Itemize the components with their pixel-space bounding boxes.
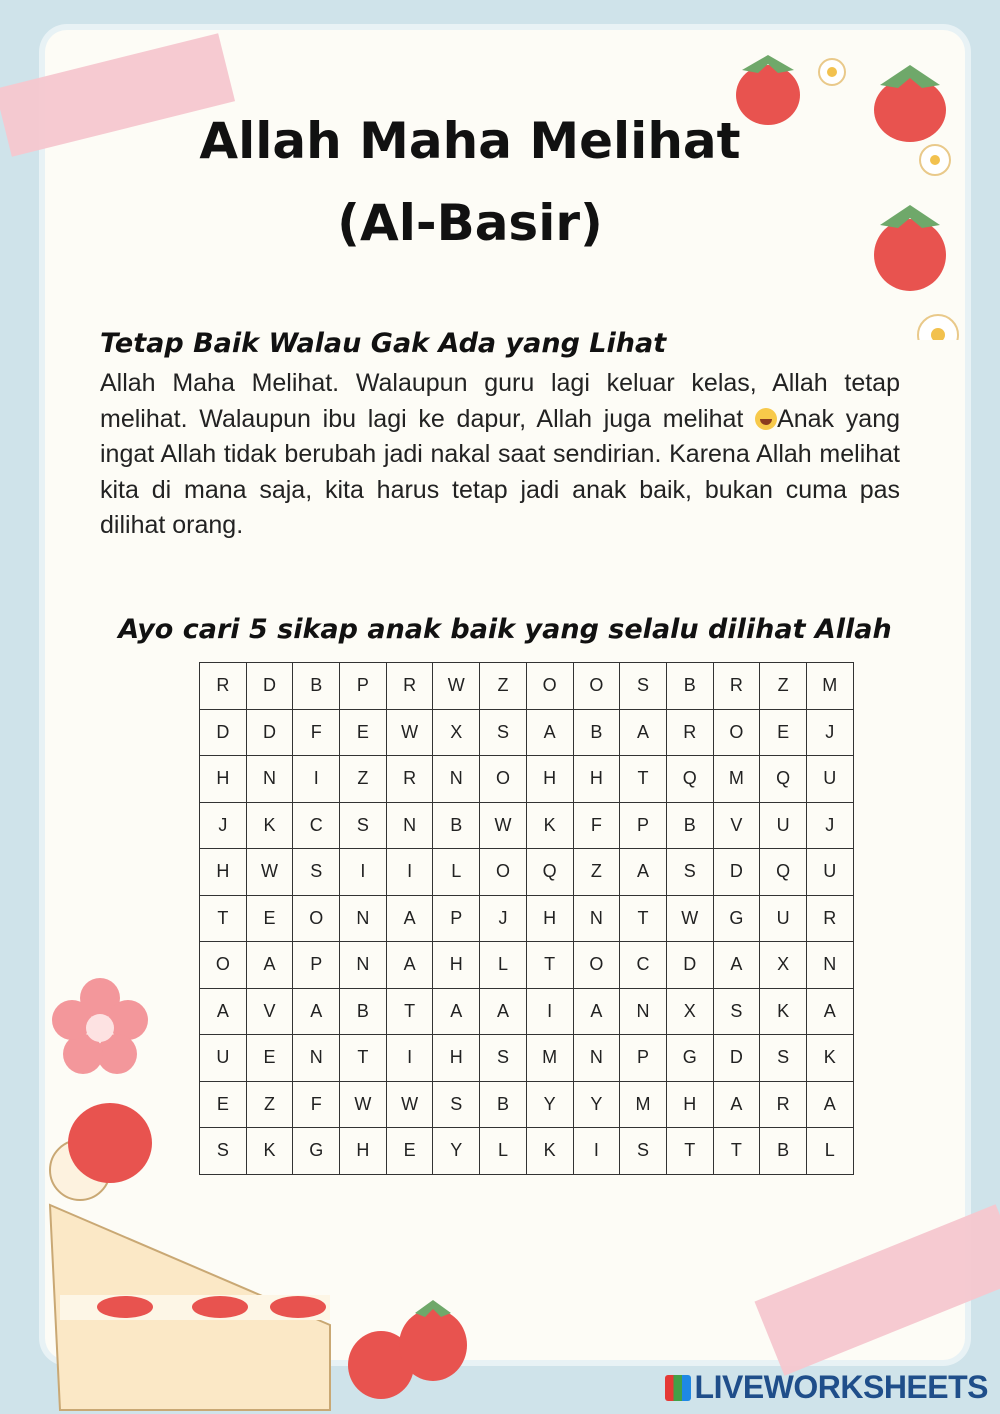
grid-cell[interactable]: U xyxy=(807,756,854,803)
grid-cell[interactable]: Q xyxy=(760,756,807,803)
grid-cell[interactable]: J xyxy=(200,803,247,850)
grid-cell[interactable]: A xyxy=(527,710,574,757)
grid-cell[interactable]: Z xyxy=(760,663,807,710)
grid-cell[interactable]: S xyxy=(433,1082,480,1129)
grid-cell[interactable]: F xyxy=(574,803,621,850)
grid-cell[interactable]: G xyxy=(714,896,761,943)
grid-cell[interactable]: B xyxy=(667,663,714,710)
grid-cell[interactable]: L xyxy=(807,1128,854,1175)
grid-cell[interactable]: J xyxy=(807,710,854,757)
grid-cell[interactable]: A xyxy=(387,896,434,943)
grid-cell[interactable]: K xyxy=(807,1035,854,1082)
grid-cell[interactable]: B xyxy=(760,1128,807,1175)
grid-cell[interactable]: A xyxy=(387,942,434,989)
grid-cell[interactable]: I xyxy=(293,756,340,803)
grid-cell[interactable]: Y xyxy=(527,1082,574,1129)
grid-cell[interactable]: D xyxy=(714,849,761,896)
grid-cell[interactable]: C xyxy=(620,942,667,989)
grid-cell[interactable]: K xyxy=(760,989,807,1036)
grid-cell[interactable]: A xyxy=(714,942,761,989)
grid-cell[interactable]: S xyxy=(714,989,761,1036)
grid-cell[interactable]: O xyxy=(293,896,340,943)
grid-cell[interactable]: Y xyxy=(433,1128,480,1175)
grid-cell[interactable]: J xyxy=(480,896,527,943)
grid-cell[interactable]: W xyxy=(340,1082,387,1129)
grid-cell[interactable]: H xyxy=(667,1082,714,1129)
page-title xyxy=(140,100,800,264)
grid-cell[interactable]: X xyxy=(667,989,714,1036)
grid-cell[interactable]: W xyxy=(387,1082,434,1129)
grid-cell[interactable]: V xyxy=(714,803,761,850)
puzzle-heading: Ayo cari 5 sikap anak baik yang selalu dilihat Allah xyxy=(118,614,892,645)
grid-cell[interactable]: D xyxy=(247,710,294,757)
grid-cell[interactable]: N xyxy=(340,896,387,943)
grid-cell[interactable]: S xyxy=(760,1035,807,1082)
grid-cell[interactable]: H xyxy=(574,756,621,803)
title-line-1: Allah Maha Melihat xyxy=(199,112,741,170)
grid-cell[interactable]: W xyxy=(480,803,527,850)
grid-cell[interactable]: A xyxy=(574,989,621,1036)
grid-cell[interactable]: B xyxy=(667,803,714,850)
strawberry-icon xyxy=(874,65,946,142)
grid-cell[interactable]: A xyxy=(620,710,667,757)
grid-cell[interactable]: O xyxy=(480,849,527,896)
grid-cell[interactable]: A xyxy=(433,989,480,1036)
grid-cell[interactable]: N xyxy=(293,1035,340,1082)
grid-cell[interactable]: G xyxy=(667,1035,714,1082)
grid-cell[interactable]: R xyxy=(760,1082,807,1129)
grid-cell[interactable]: H xyxy=(433,942,480,989)
grid-cell[interactable]: R xyxy=(387,663,434,710)
title-line-2: (Al-Basir) xyxy=(337,194,603,252)
grid-cell[interactable]: K xyxy=(247,1128,294,1175)
grid-cell[interactable]: O xyxy=(714,710,761,757)
strawberry-decor-bottom xyxy=(345,1295,475,1405)
grid-cell[interactable]: Z xyxy=(574,849,621,896)
grid-cell[interactable]: W xyxy=(247,849,294,896)
grid-cell[interactable]: N xyxy=(620,989,667,1036)
liveworksheets-icon xyxy=(665,1375,691,1401)
grid-cell[interactable]: N xyxy=(247,756,294,803)
grid-cell[interactable]: U xyxy=(760,896,807,943)
grid-cell[interactable]: X xyxy=(760,942,807,989)
grid-cell[interactable]: R xyxy=(200,663,247,710)
grid-cell[interactable]: E xyxy=(387,1128,434,1175)
word-search-grid xyxy=(199,662,854,1175)
grid-cell[interactable]: K xyxy=(247,803,294,850)
grid-cell[interactable]: S xyxy=(667,849,714,896)
grid-cell[interactable]: Q xyxy=(760,849,807,896)
grid-cell[interactable]: D xyxy=(667,942,714,989)
grid-cell[interactable]: T xyxy=(667,1128,714,1175)
grid-cell[interactable]: U xyxy=(200,1035,247,1082)
grid-cell[interactable]: S xyxy=(480,1035,527,1082)
laughing-emoji-icon xyxy=(755,408,777,430)
grid-cell[interactable]: O xyxy=(480,756,527,803)
grid-cell[interactable]: A xyxy=(807,989,854,1036)
grid-cell[interactable]: A xyxy=(620,849,667,896)
grid-cell[interactable]: A xyxy=(293,989,340,1036)
grid-cell[interactable]: W xyxy=(433,663,480,710)
flower-icon xyxy=(920,145,950,175)
grid-cell[interactable]: M xyxy=(807,663,854,710)
grid-cell[interactable]: G xyxy=(293,1128,340,1175)
grid-cell[interactable]: E xyxy=(247,1035,294,1082)
grid-cell[interactable]: S xyxy=(200,1128,247,1175)
grid-cell[interactable]: F xyxy=(293,1082,340,1129)
grid-cell[interactable]: L xyxy=(433,849,480,896)
grid-cell[interactable]: R xyxy=(714,663,761,710)
grid-cell[interactable]: A xyxy=(480,989,527,1036)
grid-cell[interactable]: P xyxy=(293,942,340,989)
grid-cell[interactable]: N xyxy=(340,942,387,989)
grid-cell[interactable]: Z xyxy=(480,663,527,710)
flower-icon xyxy=(819,59,845,85)
grid-cell[interactable]: O xyxy=(527,663,574,710)
grid-cell[interactable]: A xyxy=(807,1082,854,1129)
grid-cell[interactable]: O xyxy=(200,942,247,989)
grid-cell[interactable]: Z xyxy=(340,756,387,803)
grid-cell[interactable]: K xyxy=(527,803,574,850)
grid-cell[interactable]: B xyxy=(293,663,340,710)
grid-cell[interactable]: B xyxy=(340,989,387,1036)
grid-cell[interactable]: H xyxy=(433,1035,480,1082)
section-heading: Tetap Baik Walau Gak Ada yang Lihat xyxy=(100,328,667,359)
grid-cell[interactable]: S xyxy=(620,663,667,710)
grid-cell[interactable]: M xyxy=(620,1082,667,1129)
grid-cell[interactable]: S xyxy=(480,710,527,757)
grid-cell[interactable]: O xyxy=(574,942,621,989)
grid-cell[interactable]: R xyxy=(807,896,854,943)
grid-cell[interactable]: Z xyxy=(247,1082,294,1129)
grid-cell[interactable]: N xyxy=(574,896,621,943)
grid-cell[interactable]: U xyxy=(760,803,807,850)
grid-cell[interactable]: S xyxy=(293,849,340,896)
grid-cell[interactable]: N xyxy=(574,1035,621,1082)
grid-cell[interactable]: T xyxy=(387,989,434,1036)
grid-cell[interactable]: N xyxy=(387,803,434,850)
grid-cell[interactable]: T xyxy=(200,896,247,943)
grid-cell[interactable]: E xyxy=(340,710,387,757)
grid-cell[interactable]: W xyxy=(667,896,714,943)
flower-decor-left xyxy=(50,978,150,1078)
grid-cell[interactable]: Y xyxy=(574,1082,621,1129)
grid-cell[interactable]: U xyxy=(807,849,854,896)
strawberry-icon xyxy=(348,1300,467,1399)
liveworksheets-logo xyxy=(665,1369,988,1406)
grid-cell[interactable]: J xyxy=(807,803,854,850)
grid-cell[interactable]: F xyxy=(293,710,340,757)
grid-cell[interactable]: T xyxy=(714,1128,761,1175)
grid-cell[interactable]: D xyxy=(714,1035,761,1082)
grid-cell[interactable]: O xyxy=(574,663,621,710)
grid-cell[interactable]: H xyxy=(200,849,247,896)
grid-cell[interactable]: D xyxy=(247,663,294,710)
paragraph-part-1: Allah Maha Melihat. Walaupun guru lagi keluar kelas, Allah tetap melihat. Walaupun ibu lagi ke dapur, Allah juga melihat xyxy=(100,369,900,433)
grid-cell[interactable]: M xyxy=(527,1035,574,1082)
grid-cell[interactable]: N xyxy=(433,756,480,803)
grid-cell[interactable]: T xyxy=(527,942,574,989)
grid-cell[interactable]: X xyxy=(433,710,480,757)
grid-cell[interactable]: S xyxy=(340,803,387,850)
grid-cell[interactable]: T xyxy=(620,896,667,943)
grid-cell[interactable]: K xyxy=(527,1128,574,1175)
flower-icon xyxy=(52,978,148,1074)
grid-cell[interactable]: S xyxy=(620,1128,667,1175)
strawberry-icon xyxy=(874,205,946,291)
grid-cell[interactable]: D xyxy=(200,710,247,757)
grid-cell[interactable]: B xyxy=(433,803,480,850)
grid-cell[interactable]: E xyxy=(200,1082,247,1129)
watermark-text: LIVEWORKSHEETS xyxy=(694,1369,988,1405)
grid-cell[interactable]: B xyxy=(574,710,621,757)
grid-cell[interactable]: I xyxy=(387,1035,434,1082)
section-paragraph xyxy=(100,366,900,544)
grid-cell[interactable]: W xyxy=(387,710,434,757)
grid-cell[interactable]: R xyxy=(387,756,434,803)
grid-cell[interactable]: I xyxy=(340,849,387,896)
grid-cell[interactable]: N xyxy=(807,942,854,989)
grid-cell[interactable]: T xyxy=(620,756,667,803)
paragraph-part-2: Anak yang ingat Allah tidak berubah jadi nakal saat sendirian. Karena Allah melihat kita di mana saja, kita harus tetap jadi anak baik, bukan cuma pas dilihat orang. xyxy=(100,404,901,539)
grid-cell[interactable]: H xyxy=(527,896,574,943)
grid-cell[interactable]: A xyxy=(247,942,294,989)
grid-cell[interactable]: P xyxy=(433,896,480,943)
grid-cell[interactable]: L xyxy=(480,942,527,989)
grid-cell[interactable]: A xyxy=(200,989,247,1036)
grid-cell[interactable]: R xyxy=(667,710,714,757)
grid-cell[interactable]: H xyxy=(527,756,574,803)
grid-cell[interactable]: T xyxy=(340,1035,387,1082)
grid-cell[interactable]: L xyxy=(480,1128,527,1175)
grid-cell[interactable]: I xyxy=(387,849,434,896)
grid-cell[interactable]: I xyxy=(527,989,574,1036)
grid-cell[interactable]: H xyxy=(200,756,247,803)
grid-cell[interactable]: C xyxy=(293,803,340,850)
grid-cell[interactable]: Q xyxy=(667,756,714,803)
grid-cell[interactable]: E xyxy=(760,710,807,757)
grid-cell[interactable]: P xyxy=(620,1035,667,1082)
grid-cell[interactable]: V xyxy=(247,989,294,1036)
grid-cell[interactable]: P xyxy=(340,663,387,710)
flower-icon xyxy=(918,315,958,340)
grid-cell[interactable]: H xyxy=(340,1128,387,1175)
grid-cell[interactable]: Q xyxy=(527,849,574,896)
grid-cell[interactable]: B xyxy=(480,1082,527,1129)
grid-cell[interactable]: P xyxy=(620,803,667,850)
grid-cell[interactable]: M xyxy=(714,756,761,803)
grid-cell[interactable]: E xyxy=(247,896,294,943)
grid-cell[interactable]: I xyxy=(574,1128,621,1175)
grid-cell[interactable]: A xyxy=(714,1082,761,1129)
